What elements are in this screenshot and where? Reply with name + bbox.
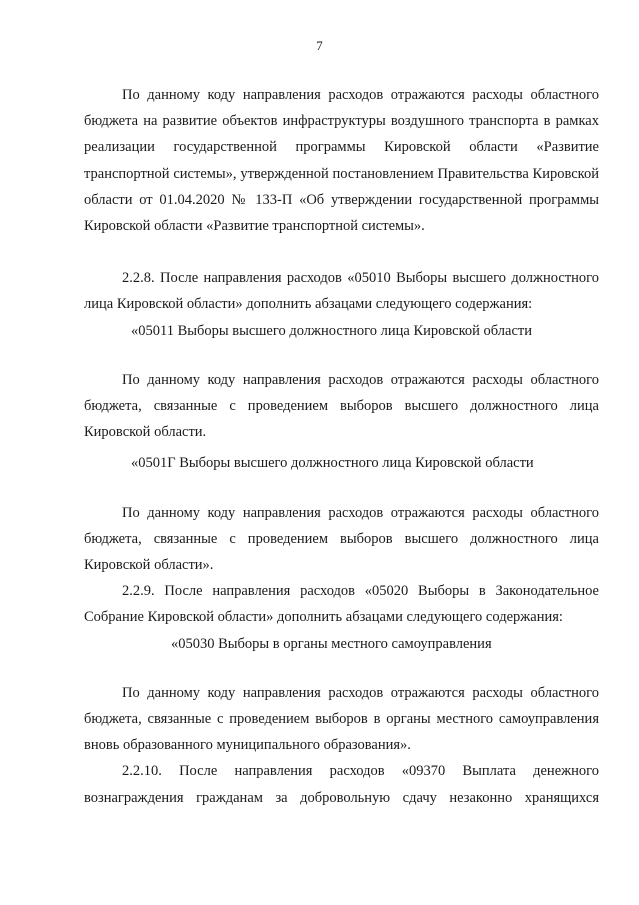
paragraph-05030-description: По данному коду направления расходов отражаются расходы областного бюджета, связанные с проведением выборов в органы местного самоуправления вновь образованного муниципального образования». [84,684,599,754]
page-number: 7 [316,38,323,53]
paragraph-0501G-description: По данному коду направления расходов отражаются расходы областного бюджета, связанные с проведением выборов высшего должностного лица Кировской области». [84,504,599,574]
paragraph-airport-infrastructure: По данному коду направления расходов отражаются расходы областного бюджета на развитие объектов инфраструктуры воздушного транспорта в рамках реализации государственной программы Кировской области «Развитие транспортной системы», утвержденной постановлением Правительства Кировской области от 01.04.2020 № 133-П «Об утверждении государственной программы Кировской области «Развитие транспортной системы». [84,87,599,235]
quote-05030: «05030 Выборы в органы местного самоуправления [171,635,492,652]
document-body [84,82,599,811]
quote-0501G: «0501Г Выборы высшего должностного лица Кировской области [131,455,534,472]
paragraph-2-2-8: 2.2.8. После направления расходов «05010 Выборы высшего должностного лица Кировской области» дополнить абзацами следующего содержания: [84,270,599,313]
paragraph-05011-description: По данному коду направления расходов отражаются расходы областного бюджета, связанные с проведением выборов высшего должностного лица Кировской области. [84,371,599,441]
paragraph-2-2-9: 2.2.9. После направления расходов «05020 Выборы в Законодательное Собрание Кировской области» дополнить абзацами следующего содержания: [84,583,599,626]
quote-05011: «05011 Выборы высшего должностного лица Кировской области [131,322,532,339]
paragraph-2-2-10: 2.2.10. После направления расходов «09370 Выплата денежного вознаграждения гражданам за добровольную сдачу незаконно хранящихся [84,763,599,806]
